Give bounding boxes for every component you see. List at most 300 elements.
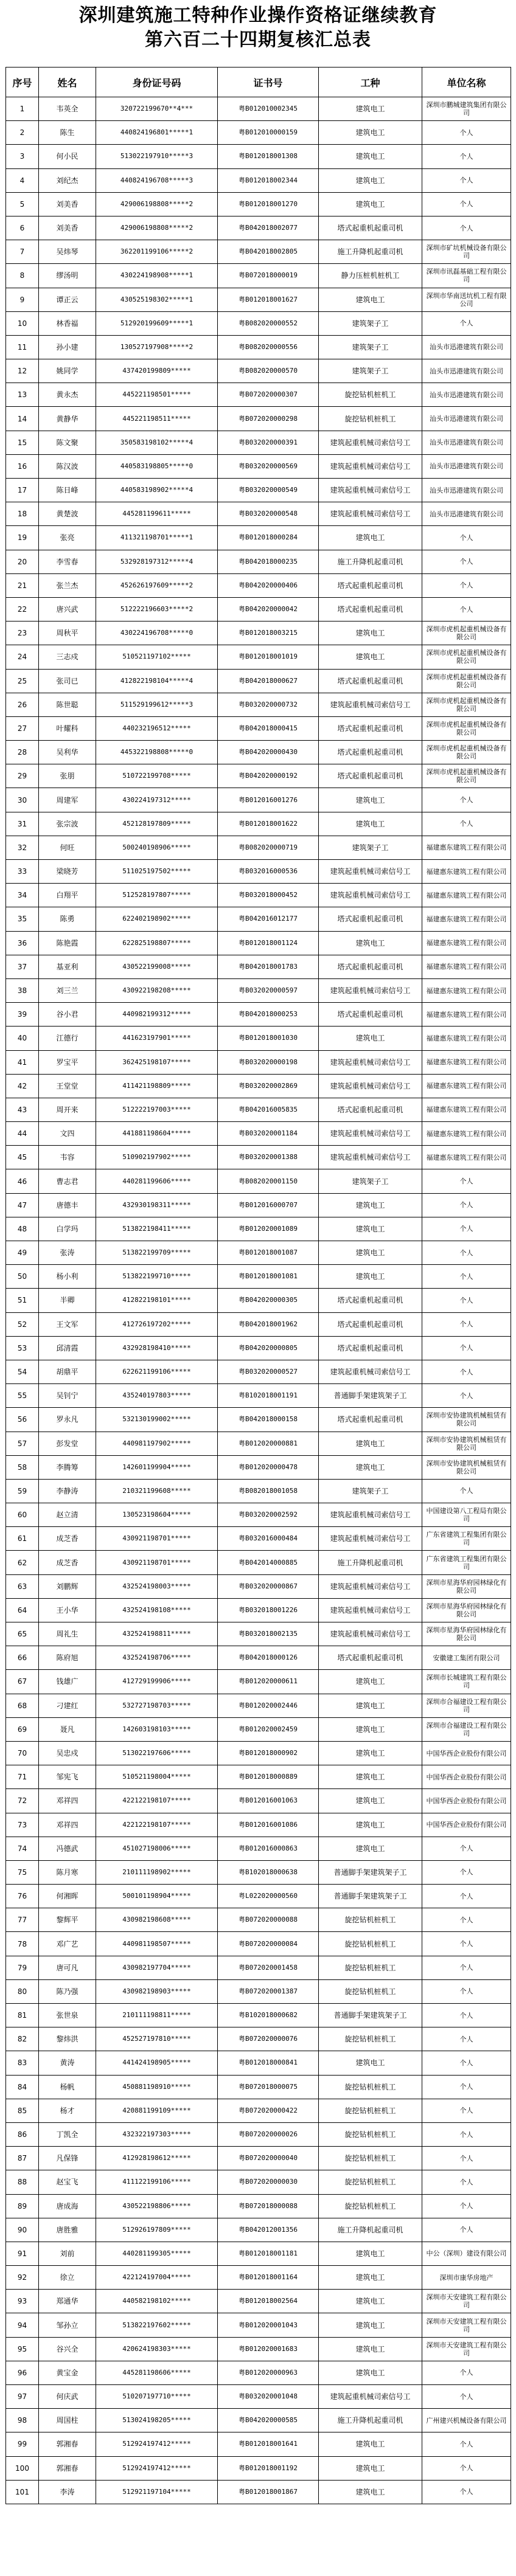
row-certificate-number: 粤B032020000569 (218, 454, 319, 478)
row-index: 36 (6, 931, 39, 955)
row-job-type: 建筑电工 (319, 2242, 422, 2265)
row-index: 88 (6, 2170, 39, 2194)
row-id-number: 430982197704***** (96, 1956, 218, 1979)
row-id-number: 422124197004***** (96, 2266, 218, 2290)
row-company: 个人 (422, 526, 511, 550)
row-index: 21 (6, 573, 39, 597)
row-id-number: 130527197908*****2 (96, 335, 218, 359)
table-row (6, 1336, 511, 1360)
row-company: 福建惠东建筑工程有限公司 (422, 884, 511, 907)
row-company: 深圳市天安建筑工程有限公司 (422, 2313, 511, 2337)
table-row (6, 1551, 511, 1574)
row-company: 个人 (422, 145, 511, 168)
row-company: 个人 (422, 1193, 511, 1217)
row-job-type: 建筑电工 (319, 526, 422, 550)
table-row (6, 1670, 511, 1694)
row-company: 个人 (422, 2027, 511, 2051)
table-row (6, 1765, 511, 1789)
document-title-line1: 深圳建筑施工特种作业操作资格证继续教育 (78, 5, 438, 26)
row-certificate-number: 粤B042018001783 (218, 955, 319, 978)
table-row (6, 407, 511, 431)
table-row (6, 145, 511, 168)
row-name: 郭湘春 (39, 2432, 96, 2456)
row-index: 71 (6, 1765, 39, 1789)
row-index: 99 (6, 2432, 39, 2456)
row-id-number: 210321199608***** (96, 1479, 218, 1503)
row-company: 个人 (422, 2385, 511, 2409)
row-name: 姚同学 (39, 359, 96, 383)
row-index: 57 (6, 1432, 39, 1455)
row-index: 6 (6, 216, 39, 240)
row-company: 福建惠东建筑工程有限公司 (422, 907, 511, 931)
row-id-number: 512921197104***** (96, 2480, 218, 2504)
row-name: 陈勇 (39, 907, 96, 931)
table-row (6, 383, 511, 407)
row-name: 张世泉 (39, 2004, 96, 2027)
row-name: 谭正云 (39, 288, 96, 311)
row-company: 个人 (422, 1360, 511, 1383)
row-company: 汕头市迅港建筑有限公司 (422, 431, 511, 454)
row-name: 李腾筹 (39, 1455, 96, 1479)
table-row (6, 884, 511, 907)
row-company: 深圳市星海华府园林绿化有限公司 (422, 1622, 511, 1646)
row-index: 20 (6, 550, 39, 573)
row-name: 陈文聚 (39, 431, 96, 454)
row-index: 27 (6, 716, 39, 740)
row-name: 刘美香 (39, 192, 96, 216)
table-row (6, 2480, 511, 2504)
row-certificate-number: 粤B102018001191 (218, 1384, 319, 1408)
row-name: 周礼生 (39, 1622, 96, 1646)
row-id-number: 512528197807***** (96, 884, 218, 907)
row-company: 个人 (422, 597, 511, 621)
row-id-number: 430224197312***** (96, 788, 218, 812)
row-certificate-number: 粤B012016001063 (218, 1789, 319, 1813)
row-company: 个人 (422, 1932, 511, 1956)
row-job-type: 建筑电工 (319, 145, 422, 168)
row-job-type: 建筑电工 (319, 1670, 422, 1694)
row-company: 深圳市康华房地产 (422, 2266, 511, 2290)
row-job-type: 建筑架子工 (319, 335, 422, 359)
row-certificate-number: 粤B012018000841 (218, 2051, 319, 2075)
row-job-type: 建筑电工 (319, 1027, 422, 1050)
row-id-number: 510722199708***** (96, 764, 218, 788)
row-name: 黎辉平 (39, 1908, 96, 1932)
row-job-type: 塔式起重机起重司机 (319, 764, 422, 788)
row-name: 刘鹏辉 (39, 1574, 96, 1598)
row-id-number: 142603198103***** (96, 1717, 218, 1741)
table-row (6, 836, 511, 859)
row-company: 中国华西企业股份有限公司 (422, 1765, 511, 1789)
table-row (6, 311, 511, 335)
row-job-type: 建筑起重机械司索信号工 (319, 2385, 422, 2409)
table-row (6, 431, 511, 454)
row-id-number: 440824196801*****1 (96, 121, 218, 145)
row-certificate-number: 粤B012018000284 (218, 526, 319, 550)
row-job-type: 旋挖钻机桩机工 (319, 2170, 422, 2194)
table-row (6, 1003, 511, 1027)
row-id-number: 430982198608***** (96, 1908, 218, 1932)
row-certificate-number: 粤B012020000611 (218, 1670, 319, 1694)
row-company: 中公（深圳）建设有限公司 (422, 2242, 511, 2265)
row-id-number: 422122198107***** (96, 1813, 218, 1837)
row-id-number: 513022197606***** (96, 1741, 218, 1765)
row-id-number: 512924197412***** (96, 2456, 218, 2480)
table-row (6, 2290, 511, 2313)
row-certificate-number: 粤B042018000158 (218, 1408, 319, 1432)
row-name: 黄楚波 (39, 502, 96, 526)
row-company: 广东省建筑工程集团有限公司 (422, 1551, 511, 1574)
row-certificate-number: 粤B042016012177 (218, 907, 319, 931)
row-index: 24 (6, 645, 39, 669)
row-job-type: 旋挖钻机桩机工 (319, 2122, 422, 2146)
row-job-type: 建筑架子工 (319, 311, 422, 335)
row-certificate-number: 粤B012018001087 (218, 1241, 319, 1265)
roster-table (5, 67, 511, 2504)
row-name: 黎炜洪 (39, 2027, 96, 2051)
row-id-number: 512222197003***** (96, 1098, 218, 1121)
row-certificate-number: 粤B012018000902 (218, 1741, 319, 1765)
row-id-number: 510902197902***** (96, 1146, 218, 1169)
row-index: 4 (6, 168, 39, 192)
row-company: 个人 (422, 2147, 511, 2170)
row-id-number: 430525198302*****1 (96, 288, 218, 311)
row-certificate-number: 粤B042020000305 (218, 1289, 319, 1312)
row-certificate-number: 粤B032020000548 (218, 502, 319, 526)
row-name: 周建军 (39, 788, 96, 812)
row-company: 深圳市合福建设工程有限公司 (422, 1717, 511, 1741)
row-index: 16 (6, 454, 39, 478)
row-company: 深圳市虎机起重机械设备有限公司 (422, 716, 511, 740)
row-id-number: 513024198205***** (96, 2409, 218, 2432)
table-row (6, 2122, 511, 2146)
row-id-number: 441881198604***** (96, 1122, 218, 1146)
row-company: 深圳市安协建筑机械租赁有限公司 (422, 1455, 511, 1479)
row-name: 郑通华 (39, 2290, 96, 2313)
row-company: 深圳市虎机起重机械设备有限公司 (422, 764, 511, 788)
row-index: 65 (6, 1622, 39, 1646)
row-name: 王文军 (39, 1312, 96, 1336)
row-certificate-number: 粤B032020000549 (218, 479, 319, 502)
row-id-number: 513822199710***** (96, 1265, 218, 1289)
row-name: 刘前 (39, 2242, 96, 2265)
row-job-type: 建筑电工 (319, 2361, 422, 2384)
row-company: 深圳市虎机起重机械设备有限公司 (422, 693, 511, 716)
table-row (6, 1932, 511, 1956)
row-certificate-number: 粤B012018001270 (218, 192, 319, 216)
table-row (6, 264, 511, 288)
row-certificate-number: 粤B032016000484 (218, 1527, 319, 1551)
row-id-number: 412726197202***** (96, 1312, 218, 1336)
row-company: 深圳市虎机起重机械设备有限公司 (422, 741, 511, 764)
row-certificate-number: 粤B012018001181 (218, 2242, 319, 2265)
row-job-type: 普通脚手架建筑架子工 (319, 1384, 422, 1408)
row-name: 罗永凡 (39, 1408, 96, 1432)
table-row (6, 121, 511, 145)
row-certificate-number: 粤B012020000478 (218, 1455, 319, 1479)
table-row (6, 1289, 511, 1312)
row-company: 安徽建工集团有限公司 (422, 1646, 511, 1670)
row-company: 个人 (422, 2075, 511, 2099)
row-name: 赵立清 (39, 1503, 96, 1527)
row-name: 丁凯全 (39, 2122, 96, 2146)
row-id-number: 440281199606***** (96, 1169, 218, 1193)
row-job-type: 建筑起重机械司索信号工 (319, 454, 422, 478)
row-name: 谷兴全 (39, 2337, 96, 2361)
row-id-number: 430982198903***** (96, 1979, 218, 2003)
row-job-type: 塔式起重机起重司机 (319, 1312, 422, 1336)
row-certificate-number: 粤B042020000430 (218, 741, 319, 764)
row-certificate-number: 粤B032020000597 (218, 978, 319, 1002)
row-certificate-number: 粤B082020000552 (218, 311, 319, 335)
row-name: 吴炜琴 (39, 240, 96, 264)
table-row (6, 216, 511, 240)
table-row (6, 1360, 511, 1383)
table-row (6, 645, 511, 669)
row-index: 40 (6, 1027, 39, 1050)
row-company: 深圳市天安建筑工程有限公司 (422, 2290, 511, 2313)
row-id-number: 452128197809***** (96, 812, 218, 836)
table-row (6, 1217, 511, 1241)
row-company: 福建惠东建筑工程有限公司 (422, 978, 511, 1002)
row-name: 邓广艺 (39, 1932, 96, 1956)
row-index: 79 (6, 1956, 39, 1979)
table-row (6, 2409, 511, 2432)
row-company: 个人 (422, 121, 511, 145)
row-name: 刘美香 (39, 216, 96, 240)
row-company: 个人 (422, 1312, 511, 1336)
row-company: 个人 (422, 2480, 511, 2504)
row-certificate-number: 粤B032018000452 (218, 884, 319, 907)
row-certificate-number: 粤B032020000732 (218, 693, 319, 716)
row-job-type: 旋挖钻机桩机工 (319, 1908, 422, 1932)
row-id-number: 412729199906***** (96, 1670, 218, 1694)
row-id-number: 420624198303***** (96, 2337, 218, 2361)
row-job-type: 建筑电工 (319, 1432, 422, 1455)
row-index: 77 (6, 1908, 39, 1932)
row-certificate-number: 粤B102018000682 (218, 2004, 319, 2027)
table-row (6, 716, 511, 740)
row-index: 82 (6, 2027, 39, 2051)
row-certificate-number: 粤B042018001962 (218, 1312, 319, 1336)
row-index: 51 (6, 1289, 39, 1312)
row-id-number: 440824196708*****3 (96, 168, 218, 192)
row-index: 35 (6, 907, 39, 931)
row-certificate-number: 粤B032020000391 (218, 431, 319, 454)
row-job-type: 旋挖钻机桩机工 (319, 2027, 422, 2051)
table-row (6, 2027, 511, 2051)
row-index: 92 (6, 2266, 39, 2290)
row-job-type: 建筑电工 (319, 1765, 422, 1789)
row-index: 1 (6, 97, 39, 121)
row-certificate-number: 粤B032020001388 (218, 1146, 319, 1169)
row-job-type: 建筑起重机械司索信号工 (319, 479, 422, 502)
row-job-type: 建筑电工 (319, 1837, 422, 1860)
row-index: 47 (6, 1193, 39, 1217)
row-name: 陈艳霞 (39, 931, 96, 955)
row-id-number: 432524198108***** (96, 1598, 218, 1622)
row-name: 成芝香 (39, 1551, 96, 1574)
table-row (6, 1694, 511, 1717)
row-company: 个人 (422, 812, 511, 836)
row-id-number: 432930198311***** (96, 1193, 218, 1217)
table-row (6, 1050, 511, 1074)
row-id-number: 510207197710***** (96, 2385, 218, 2409)
row-id-number: 452626197609*****2 (96, 573, 218, 597)
row-name: 刁建红 (39, 1694, 96, 1717)
row-id-number: 320722199670**4*** (96, 97, 218, 121)
table-row (6, 1241, 511, 1265)
row-index: 15 (6, 431, 39, 454)
row-index: 98 (6, 2409, 39, 2432)
row-certificate-number: 粤B012018001081 (218, 1265, 319, 1289)
row-job-type: 建筑电工 (319, 1265, 422, 1289)
row-job-type: 建筑电工 (319, 1241, 422, 1265)
row-name: 邱清霞 (39, 1336, 96, 1360)
row-index: 14 (6, 407, 39, 431)
row-name: 李雪春 (39, 550, 96, 573)
row-job-type: 建筑电工 (319, 621, 422, 645)
table-row (6, 1122, 511, 1146)
row-name: 李涛 (39, 2480, 96, 2504)
row-certificate-number: 粤B072020000084 (218, 1932, 319, 1956)
row-job-type: 建筑起重机械司索信号工 (319, 1574, 422, 1598)
row-company: 个人 (422, 216, 511, 240)
row-name: 杨小利 (39, 1265, 96, 1289)
row-id-number: 411421198809***** (96, 1074, 218, 1098)
row-job-type: 施工升降机起重司机 (319, 240, 422, 264)
table-row (6, 2099, 511, 2122)
table-row (6, 860, 511, 884)
table-row (6, 788, 511, 812)
table-row (6, 1503, 511, 1527)
row-id-number: 437420199809***** (96, 359, 218, 383)
table-row (6, 1885, 511, 1908)
row-job-type: 建筑电工 (319, 2266, 422, 2290)
row-job-type: 施工升降机起重司机 (319, 550, 422, 573)
table-row (6, 550, 511, 573)
row-name: 周国柱 (39, 2409, 96, 2432)
row-company: 深圳市虎机起重机械设备有限公司 (422, 645, 511, 669)
row-company: 个人 (422, 1336, 511, 1360)
row-name: 唐德丰 (39, 1193, 96, 1217)
row-index: 80 (6, 1979, 39, 2003)
row-certificate-number: 粤B072020000026 (218, 2122, 319, 2146)
row-id-number: 440583198805*****0 (96, 454, 218, 478)
row-company: 个人 (422, 2361, 511, 2384)
row-index: 96 (6, 2361, 39, 2384)
row-id-number: 440281199305***** (96, 2242, 218, 2265)
row-job-type: 建筑电工 (319, 788, 422, 812)
row-id-number: 440582198102***** (96, 2290, 218, 2313)
row-certificate-number: 粤B042018000126 (218, 1646, 319, 1670)
row-index: 64 (6, 1598, 39, 1622)
table-row (6, 2242, 511, 2265)
row-name: 黄宝金 (39, 2361, 96, 2384)
row-id-number: 450881198910***** (96, 2075, 218, 2099)
row-id-number: 440982199312***** (96, 1003, 218, 1027)
row-index: 17 (6, 479, 39, 502)
row-company: 个人 (422, 1479, 511, 1503)
table-row (6, 955, 511, 978)
row-index: 89 (6, 2194, 39, 2218)
row-name: 刘纪杰 (39, 168, 96, 192)
row-job-type: 建筑起重机械司索信号工 (319, 1122, 422, 1146)
row-job-type: 建筑电工 (319, 2337, 422, 2361)
row-id-number: 512222196603*****2 (96, 597, 218, 621)
row-certificate-number: 粤B042018000253 (218, 1003, 319, 1027)
table-row (6, 335, 511, 359)
row-id-number: 440583198902*****4 (96, 479, 218, 502)
row-name: 陈世聪 (39, 693, 96, 716)
row-index: 55 (6, 1384, 39, 1408)
row-company: 深圳市长城建筑工程有限公司 (422, 1670, 511, 1694)
row-job-type: 建筑电工 (319, 2432, 422, 2456)
row-id-number: 430224198908*****1 (96, 264, 218, 288)
row-job-type: 建筑起重机械司索信号工 (319, 1598, 422, 1622)
row-index: 22 (6, 597, 39, 621)
row-job-type: 塔式起重机起重司机 (319, 907, 422, 931)
row-name: 李静涛 (39, 1479, 96, 1503)
row-id-number: 411122199106***** (96, 2170, 218, 2194)
row-index: 28 (6, 741, 39, 764)
document-title-line2: 第六百二十四期复核汇总表 (145, 29, 371, 50)
row-company: 个人 (422, 2432, 511, 2456)
row-id-number: 512926197809***** (96, 2218, 218, 2242)
row-certificate-number: 粤B082020001150 (218, 1169, 319, 1193)
row-company: 个人 (422, 1979, 511, 2003)
row-name: 黄涛 (39, 2051, 96, 2075)
row-job-type: 建筑起重机械司索信号工 (319, 502, 422, 526)
row-index: 93 (6, 2290, 39, 2313)
row-job-type: 建筑电工 (319, 1694, 422, 1717)
table-row (6, 1312, 511, 1336)
row-job-type: 建筑架子工 (319, 1479, 422, 1503)
row-job-type: 建筑电工 (319, 2313, 422, 2337)
row-index: 83 (6, 2051, 39, 2075)
row-job-type: 塔式起重机起重司机 (319, 669, 422, 693)
row-certificate-number: 粤B012018001192 (218, 2456, 319, 2480)
row-certificate-number: 粤B012020002446 (218, 1694, 319, 1717)
row-name: 孙小建 (39, 335, 96, 359)
row-name: 何湘晖 (39, 1885, 96, 1908)
row-id-number: 430921198701***** (96, 1527, 218, 1551)
row-name: 邓祥四 (39, 1789, 96, 1813)
row-name: 刘三兰 (39, 978, 96, 1002)
row-id-number: 362201199106*****2 (96, 240, 218, 264)
row-company: 个人 (422, 2122, 511, 2146)
table-row (6, 621, 511, 645)
header-certificate-number: 证书号 (218, 68, 319, 97)
row-name: 王小华 (39, 1598, 96, 1622)
row-job-type: 建筑起重机械司索信号工 (319, 1527, 422, 1551)
row-company: 福建惠东建筑工程有限公司 (422, 1027, 511, 1050)
row-job-type: 建筑起重机械司索信号工 (319, 978, 422, 1002)
row-job-type: 静力压桩机桩机工 (319, 264, 422, 288)
row-certificate-number: 粤B012020002459 (218, 1717, 319, 1741)
table-row (6, 2313, 511, 2337)
table-row (6, 1956, 511, 1979)
row-id-number: 350583198102*****4 (96, 431, 218, 454)
row-certificate-number: 粤B072020001387 (218, 1979, 319, 2003)
row-company: 个人 (422, 788, 511, 812)
row-name: 张朋 (39, 764, 96, 788)
row-certificate-number: 粤B012018001124 (218, 931, 319, 955)
row-certificate-number: 粤B032020000527 (218, 1360, 319, 1383)
row-certificate-number: 粤B012016000707 (218, 1193, 319, 1217)
header-id-number: 身份证号码 (96, 68, 218, 97)
row-job-type: 旋挖钻机桩机工 (319, 2147, 422, 2170)
